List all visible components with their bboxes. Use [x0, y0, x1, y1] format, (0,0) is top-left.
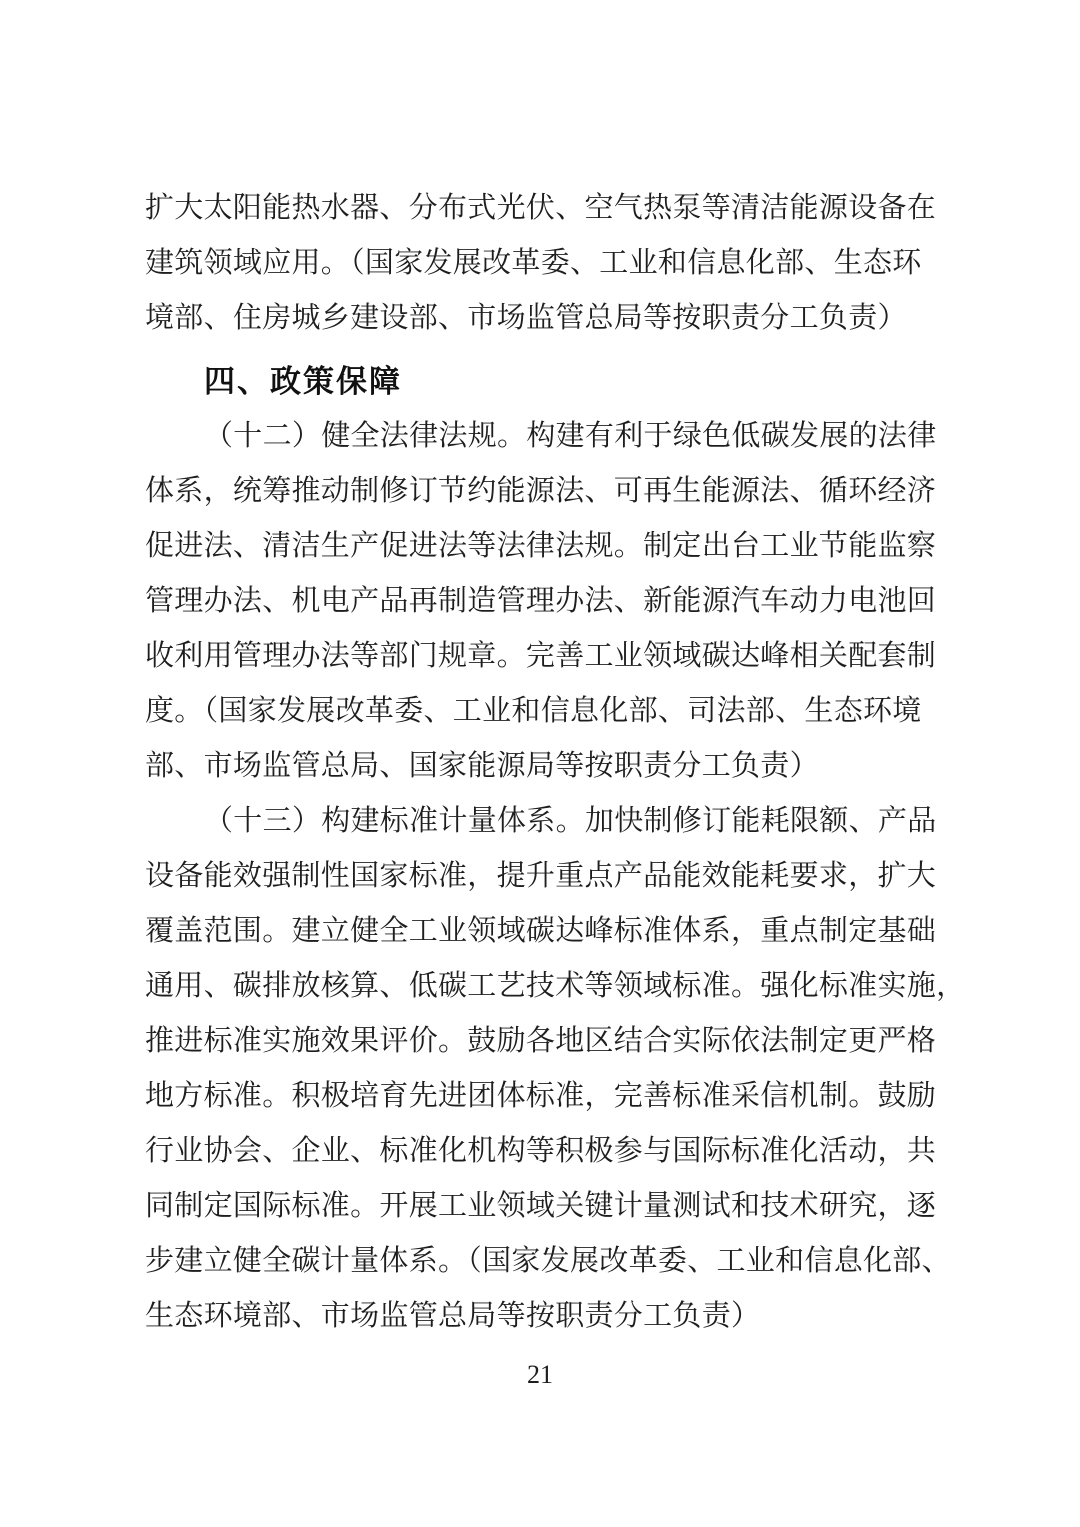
body-line: 地方标准。积极培育先进团体标准，完善标准采信机制。鼓励	[145, 1080, 937, 1112]
body-line: 管理办法、机电产品再制造管理办法、新能源汽车动力电池回	[145, 585, 937, 617]
body-line: 行业协会、企业、标准化机构等积极参与国际标准化活动，共	[145, 1135, 937, 1167]
body-line	[145, 794, 935, 849]
paragraph-clause-12	[145, 409, 935, 794]
body-line: 生态环境部、市场监管总局等按职责分工负责）	[145, 1300, 761, 1332]
body-line: 步建立健全碳计量体系。（国家发展改革委、工业和信息化部、	[145, 1245, 951, 1277]
body-line: 覆盖范围。建立健全工业领域碳达峰标准体系，重点制定基础	[145, 915, 937, 947]
body-line: 收利用管理办法等部门规章。完善工业领域碳达峰相关配套制	[145, 640, 937, 672]
paragraph-continuation	[145, 181, 935, 346]
body-line	[145, 409, 935, 464]
body-line-text: 加快制修订能耗限额、产品	[584, 805, 937, 837]
body-line: 部、市场监管总局、国家能源局等按职责分工负责）	[145, 750, 819, 782]
body-line: 促进法、清洁生产促进法等法律法规。制定出台工业节能监察	[145, 530, 937, 562]
paragraph-clause-13	[145, 794, 966, 1344]
paragraph-lead: （十二）健全法律法规。	[204, 420, 527, 452]
body-line: 设备能效强制性国家标准，提升重点产品能效能耗要求，扩大	[145, 860, 937, 892]
body-line-text: 构建有利于绿色低碳发展的法律	[526, 420, 937, 452]
section-heading: 四、政策保障	[204, 364, 402, 399]
body-line: 推进标准实施效果评价。鼓励各地区结合实际依法制定更严格	[145, 1025, 937, 1057]
body-line: 度。（国家发展改革委、工业和信息化部、司法部、生态环境	[145, 695, 922, 727]
page-number: 21	[527, 1360, 553, 1389]
body-line: 体系，统筹推动制修订节约能源法、可再生能源法、循环经济	[145, 475, 937, 507]
paragraph-lead: （十三）构建标准计量体系。	[204, 805, 585, 837]
body-text	[145, 181, 966, 1344]
body-line: 通用、碳排放核算、低碳工艺技术等领域标准。强化标准实施，	[145, 970, 966, 1002]
body-line: 扩大太阳能热水器、分布式光伏、空气热泵等清洁能源设备在	[145, 192, 937, 224]
body-line: 同制定国际标准。开展工业领域关键计量测试和技术研究，逐	[145, 1190, 937, 1222]
body-line: 建筑领域应用。（国家发展改革委、工业和信息化部、生态环	[145, 247, 922, 279]
body-line: 境部、住房城乡建设部、市场监管总局等按职责分工负责）	[145, 302, 907, 334]
